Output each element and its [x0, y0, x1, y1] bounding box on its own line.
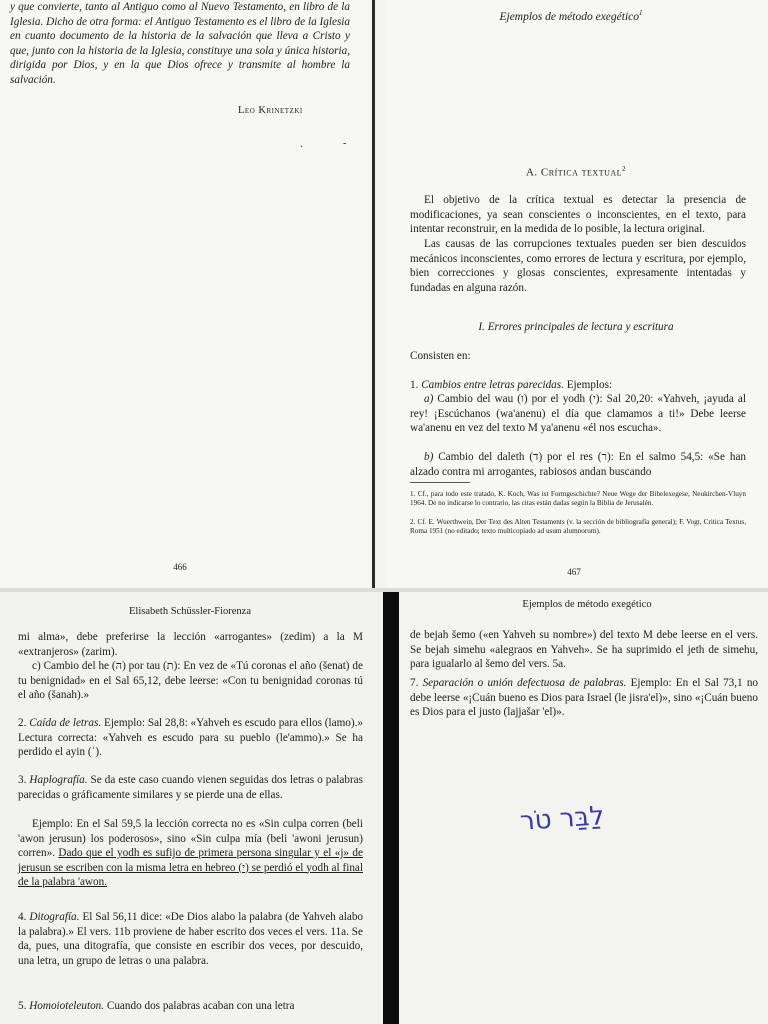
- handwritten-hebrew-annotation: לַבַּר טֹר: [519, 801, 606, 837]
- page-467: [386, 0, 768, 588]
- footnote-rule: [410, 482, 470, 483]
- item-title: Cambios entre letras parecidas.: [421, 379, 564, 391]
- continued-text: mi alma», debe preferirse la lección «arrogantes» (zedim) a la M «extranjeros» (zarim).: [18, 631, 363, 658]
- page-469: [402, 592, 768, 1024]
- continued-text: de bejah šemo («en Yahveh su nombre») del texto M debe leerse en el vers. Se bejah simehu «alegraos en Yahveh». Se ha suprimido el jeth de simehu, para igualarlo al šemo del vers. 5a.: [410, 629, 758, 670]
- item-title: Caída de letras.: [29, 717, 102, 729]
- speck-mark: -: [343, 138, 347, 149]
- item-label: a): [424, 393, 434, 405]
- speck-mark: ·: [300, 142, 304, 153]
- footnote-ref: 2: [622, 165, 627, 173]
- list-item-3: [18, 773, 363, 802]
- list-item-2: [18, 716, 363, 760]
- section-title: A. Crítica textual: [525, 166, 623, 179]
- book-gutter: [372, 0, 375, 588]
- item-title: Haplografía.: [29, 774, 88, 786]
- list-item-1b: [410, 450, 746, 479]
- item-text: Cuando dos palabras acaban con una letra: [104, 1000, 295, 1012]
- consisten-label: Consisten en:: [410, 350, 471, 362]
- closing-quote: y que convierte, tanto al Antiguo como al Nuevo Testamento, en libro de la Iglesia. Dicho de otra forma: el Antiguo Testamento es el libro de la Iglesia en cuanto documento de la historia de la salvación que lleva a Cristo y que, junto con la historia de la Iglesia, constituye una sola y única historia, dirigida por Dios, y en la que Dios ofrece y transmite al hombre la salvación.: [10, 1, 350, 86]
- list-item-3-example: [18, 817, 363, 890]
- quote-author: Leo Krinetzki: [238, 105, 303, 116]
- underlined-passage: Dado que el yodh es sufijo de primera persona singular y el «j» de jerusun se escriben con la misma letra en hebreo (י) se perdió el yodh al final de la palabra 'awon.: [18, 847, 363, 888]
- example-text: Ejemplo: En el Sal 59,5 la lección correcta no es «Sin culpa corren (beli 'awon jerusun) los poderosos», sino «Sin culpa mía (beli 'awoni jerusun) corren».: [18, 818, 363, 859]
- section-heading: [466, 162, 686, 180]
- running-header: Elisabeth Schüssler-Fiorenza: [129, 606, 251, 617]
- list-item-5: [18, 999, 363, 1014]
- page-number: 467: [567, 567, 581, 577]
- paragraph-objective: El objetivo de la crítica textual es detectar la presencia de modificaciones, ya sean conscientes o inconscientes, en el texto, para intentar reconstruir, en la medida de lo posible, la lectura original.: [410, 194, 746, 235]
- item-label: b): [424, 451, 434, 463]
- item-text: Cambio del daleth (ד) por el res (ר): En el salmo 54,5: «Se han alzado contra mi arrogantes, rabiosos andan buscando: [410, 451, 747, 478]
- item-number: 3.: [18, 774, 27, 786]
- footnote-2: 2. Cf. E. Wuerthwein, Der Text des Alten Testaments (v. la sección de bibliografía general); F. Vogt, Critica Textus, Roma 1951 (no editado; texto multicopiado ad usum alumnorum).: [410, 518, 746, 536]
- item-title: Ditografía.: [29, 911, 80, 923]
- item-number: 1.: [410, 379, 419, 391]
- footnote-1: 1. Cf., para todo este tratado, K. Koch, Was ist Formgeschichte? Neue Wege der Bibelexegese, Neukirchen-Vluyn 1964. De no indicarse lo contrario, las citas están dadas según la Biblia de Jerusalén.: [410, 490, 746, 508]
- item-number: 2.: [18, 717, 27, 729]
- list-item-1: [410, 378, 746, 393]
- running-header: Ejemplos de método exegético: [522, 599, 652, 610]
- item-text: El Sal 56,11 dice: «De Dios alabo la palabra (de Yahveh alabo la palabra).» El vers. 11b proviene de haber escrito dos veces el vers. 11a. Se da, pues, una ditografía, que consiste en escribir dos veces, por descuido, una letra, un grupo de letras o una palabra.: [18, 911, 364, 967]
- item-text: Ejemplo: En el Sal 73,1 no debe leerse «¡Cuán bueno es Dios para Israel (le jisra'el)», sino «¡Cuán bueno es Dios para el justo (lajjašar 'el)».: [410, 677, 759, 718]
- item-text: Se da este caso cuando vienen seguidas dos letras o palabras parecidas o gráficamente similares y se pierde una de ellas.: [18, 774, 363, 801]
- item-title: Homoioteleuton.: [29, 1000, 105, 1012]
- running-header: [446, 6, 696, 24]
- item-title: Separación o unión defectuosa de palabras.: [422, 677, 627, 689]
- book-gutter: [383, 592, 399, 1024]
- list-item-1a: [410, 392, 746, 436]
- running-header-text: Ejemplos de método exegético: [499, 10, 640, 23]
- paragraph-causes: Las causas de las corrupciones textuales pueden ser bien descuidos mecánicos inconscientes, como errores de lectura y escritura, por ejemplo, bien correcciones y glosas conscientes, expresamente intentadas y fundadas en alguna razón.: [410, 238, 746, 294]
- item-number: 4.: [18, 911, 27, 923]
- page-468: [0, 592, 380, 1024]
- footnote-ref: 1: [639, 9, 643, 17]
- page-number: 466: [173, 562, 187, 572]
- page-466: [0, 0, 372, 588]
- item-number: 7.: [410, 677, 419, 689]
- item-text: Cambio del wau (ו) por el yodh (י): Sal 20,20: «Yahveh, ¡ayuda al rey! ¡Escúchanos (wa'anenu) el día que clamamos a ti!» Debe leerse wa'anenu en vez del texto M ya'anenu «él nos escucha».: [410, 393, 746, 434]
- item-text: Ejemplo: Sal 28,8: «Yahveh es escudo para ellos (lamo).» Lectura correcta: «Yahveh es escudo para su pueblo (le'ammo).» Se ha perdido el ayin (ʿ).: [18, 717, 363, 758]
- list-item-7: [410, 676, 758, 720]
- list-item-1c: c) Cambio del he (ה) por tau (ת): En vez de «Tú coronas el año (šenat) de tu benignidad» en el Sal 65,12, debe leerse: «Con tu benignidad coronas tú el año (šanah).»: [18, 660, 363, 701]
- list-item-4: [18, 910, 363, 968]
- item-number: 5.: [18, 1000, 27, 1012]
- item-tail: Ejemplos:: [563, 379, 613, 391]
- subsection-heading: I. Errores principales de lectura y escritura: [478, 321, 674, 333]
